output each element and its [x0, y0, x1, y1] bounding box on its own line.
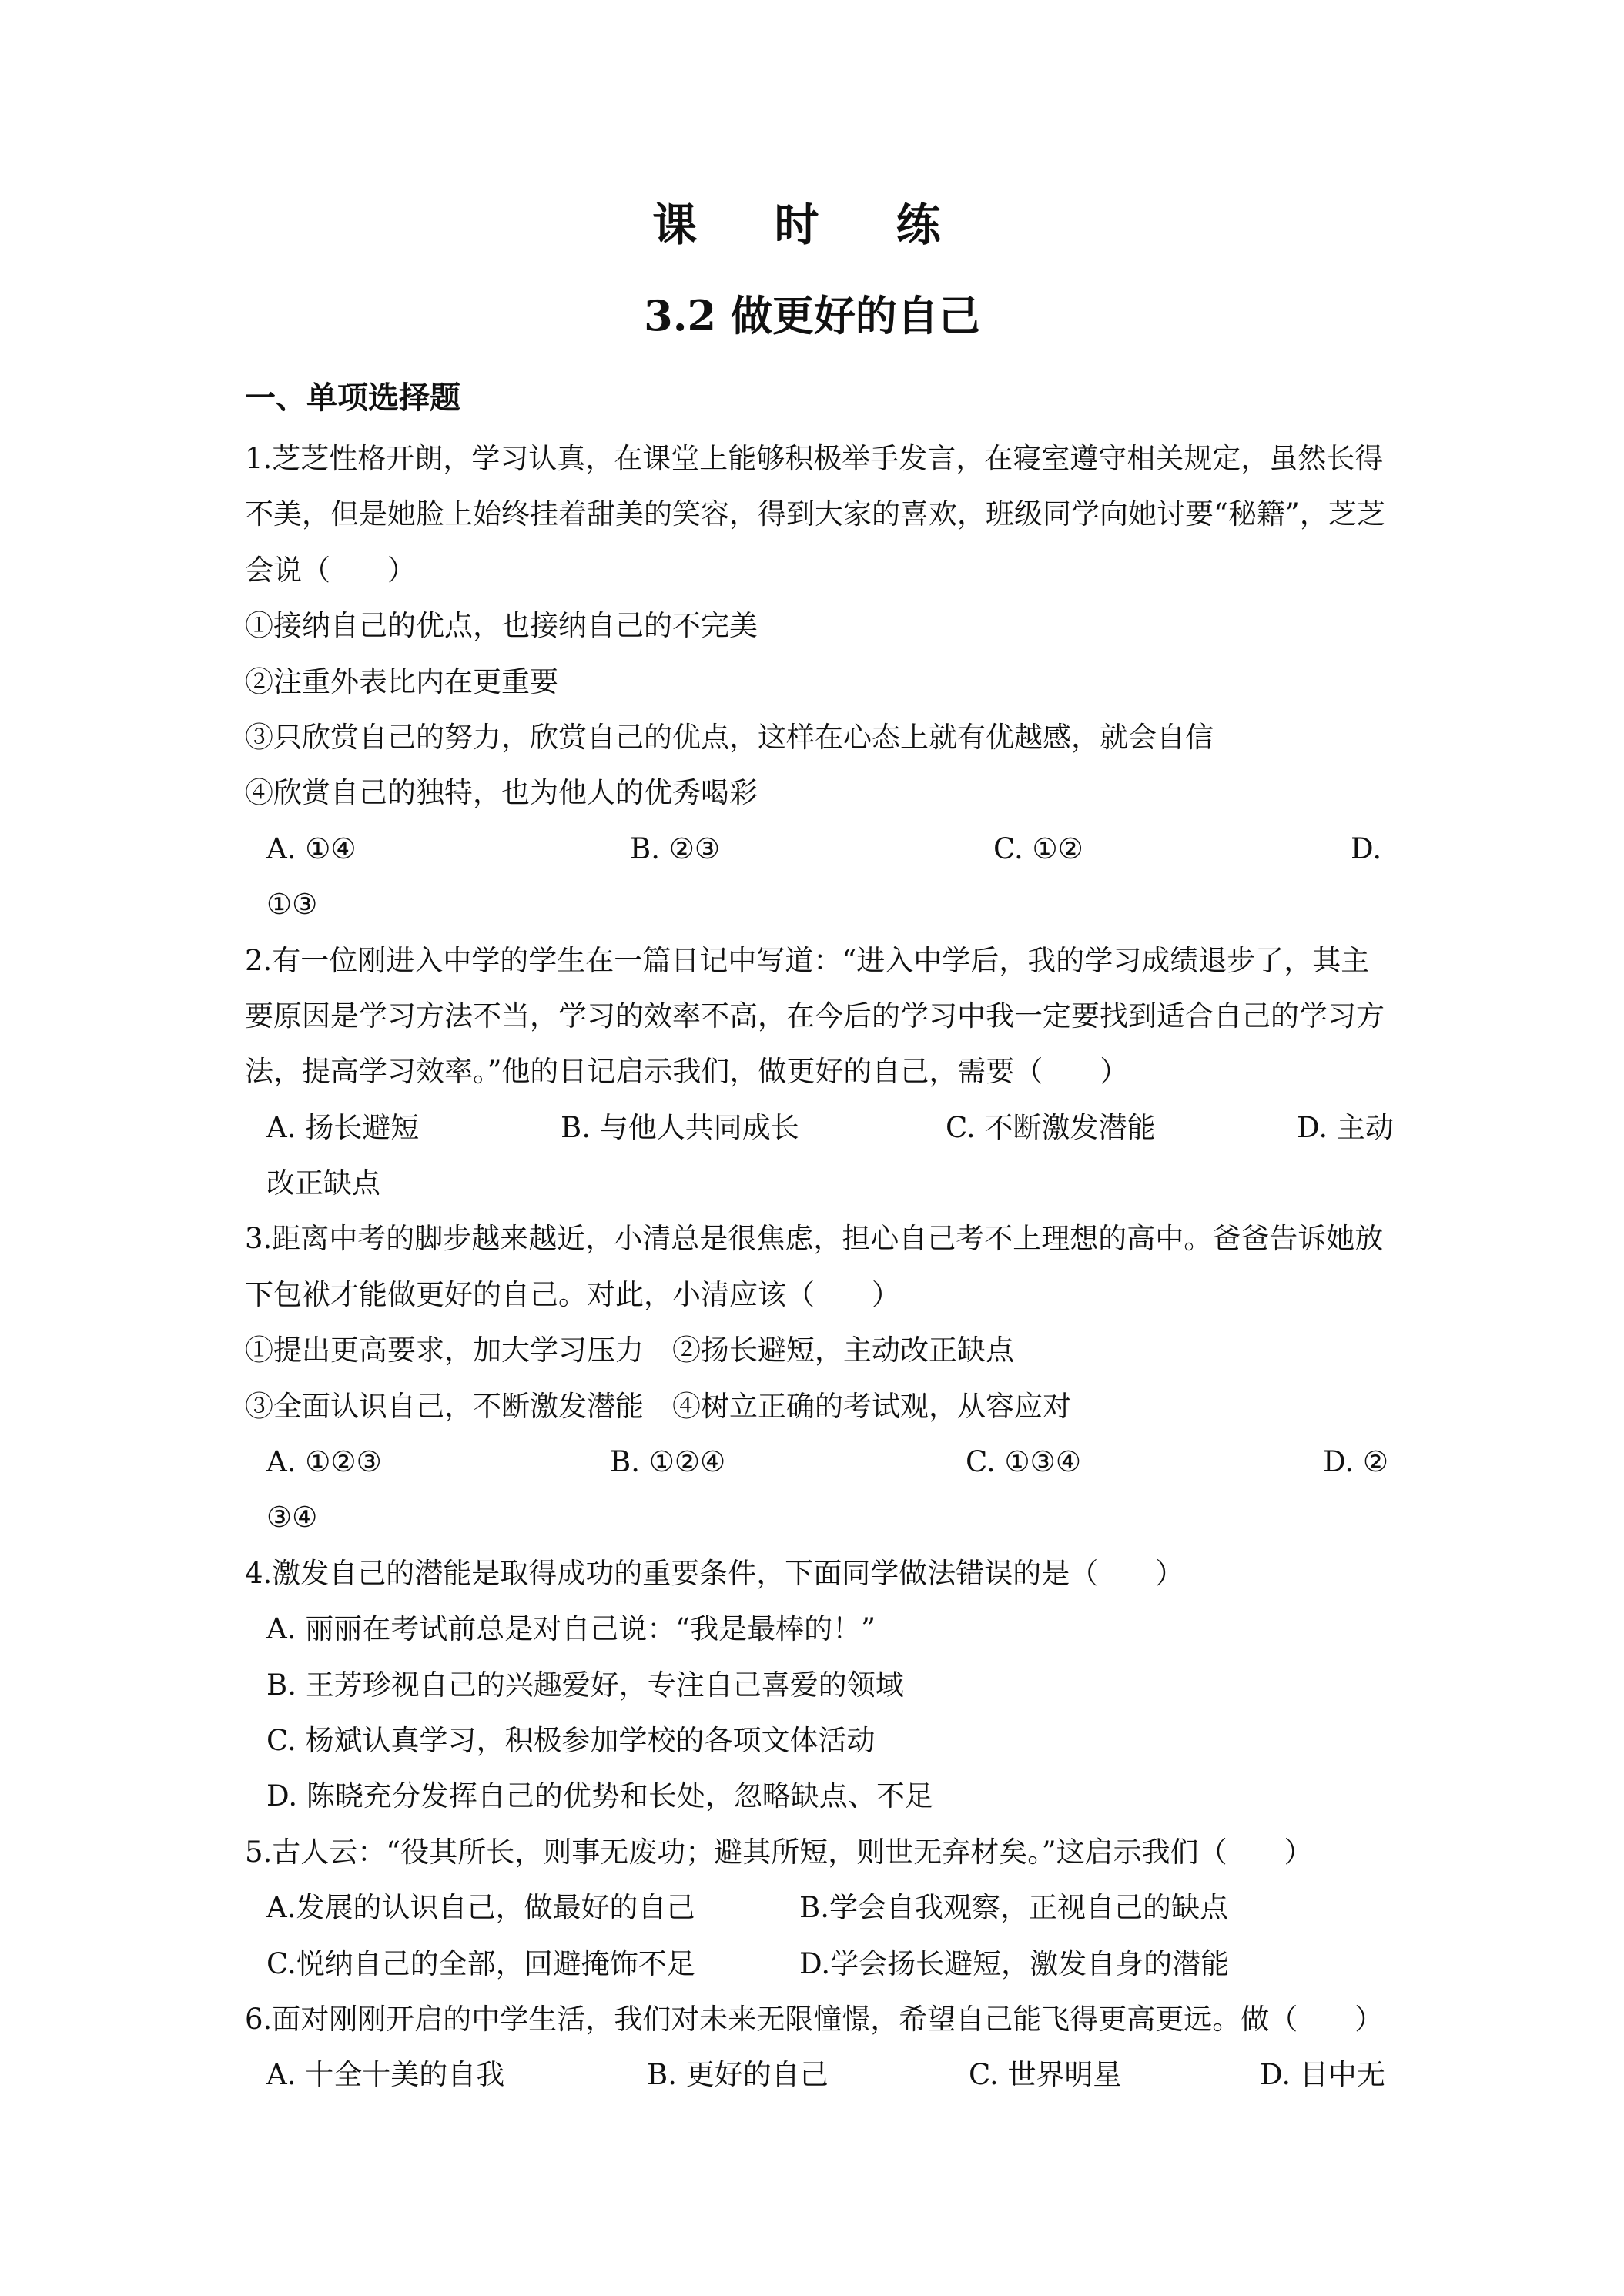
statement: ③只欣赏自己的努力，欣赏自己的优点，这样在心态上就有优越感，就会自信 [245, 720, 1214, 754]
option-d: D. ② [1323, 1445, 1389, 1479]
question-text: 3.距离中考的脚步越来越近，小清总是很焦虑，担心自己考不上理想的高中。爸爸告诉她放 [245, 1222, 1384, 1256]
option-wrap: 改正缺点 [266, 1166, 380, 1200]
statement: ②注重外表比内在更重要 [245, 664, 558, 698]
option-c: C.悦纳自己的全部，回避掩饰不足 [266, 1946, 695, 1980]
option-row [245, 1100, 1394, 1156]
option-c: C. 世界明星 [969, 2058, 1122, 2092]
statement: ④欣赏自己的独特，也为他人的优秀喝彩 [245, 776, 758, 810]
option-d: D. 陈晓充分发挥自己的优势和长处，忽略缺点、不足 [266, 1779, 933, 1813]
statement: ③全面认识自己，不断激发潜能 ④树立正确的考试观，从容应对 [245, 1389, 1071, 1423]
option-b: B.学会自我观察，正视自己的缺点 [799, 1891, 1228, 1925]
option-d: D. [1351, 832, 1382, 865]
option-c: C. ①③④ [966, 1445, 1082, 1479]
option-d: D. 目中无 [1260, 2058, 1385, 2092]
question-2 [245, 933, 1394, 1212]
question-list [245, 431, 1394, 2104]
option-b: B. ①②④ [610, 1445, 726, 1479]
option-row [245, 1880, 1385, 1936]
question-6 [245, 1992, 1385, 2104]
question-text: 法，提高学习效率。”他的日记启示我们，做更好的自己，需要（ ） [245, 1055, 1129, 1089]
option-wrap: ③④ [266, 1501, 318, 1535]
option-row [245, 1434, 1389, 1490]
question-text: 5.古人云：“役其所长，则事无废功；避其所短，则世无弃材矣。”这启示我们（ ） [245, 1835, 1313, 1869]
option-row [245, 1936, 1385, 1992]
lesson-title: 3.2 做更好的自己 [644, 291, 980, 340]
option-b: B. 与他人共同成长 [561, 1110, 799, 1144]
option-d: D. 主动 [1297, 1110, 1394, 1144]
question-1 [245, 431, 1385, 933]
option-row [245, 822, 1385, 877]
option-a: A. ①②③ [266, 1445, 382, 1479]
section-heading: 一、单项选择题 [245, 380, 460, 416]
option-a: A. 十全十美的自我 [266, 2058, 505, 2092]
page-title: 课 时 练 [652, 199, 972, 251]
question-text: 下包袱才能做更好的自己。对此，小清应该（ ） [245, 1277, 900, 1311]
question-text: 4.激发自己的潜能是取得成功的重要条件，下面同学做法错误的是（ ） [245, 1556, 1184, 1590]
option-c: C. 杨斌认真学习，积极参加学校的各项文体活动 [266, 1723, 876, 1757]
option-d: D.学会扬长避短，激发自身的潜能 [799, 1946, 1230, 1980]
question-text: 要原因是学习方法不当，学习的效率不高，在今后的学习中我一定要找到适合自己的学习方 [245, 999, 1385, 1033]
option-b: B. 更好的自己 [647, 2058, 829, 2092]
question-3 [245, 1211, 1389, 1545]
option-c: C. 不断激发潜能 [946, 1110, 1156, 1144]
statement: ①提出更高要求，加大学习压力 ②扬长避短，主动改正缺点 [245, 1334, 1014, 1367]
option-a: A. 丽丽在考试前总是对自己说：“我是最棒的！” [266, 1612, 876, 1646]
option-b: B. ②③ [630, 832, 721, 865]
question-text: 1.芝芝性格开朗，学习认真，在课堂上能够积极举手发言，在寝室遵守相关规定，虽然长得 [245, 442, 1384, 475]
option-b: B. 王芳珍视自己的兴趣爱好，专注自己喜爱的领域 [266, 1668, 904, 1702]
option-row [245, 2047, 1385, 2103]
question-5 [245, 1825, 1385, 1992]
option-c: C. ①② [993, 832, 1083, 865]
question-text: 会说（ ） [245, 553, 416, 587]
question-text: 2.有一位刚进入中学的学生在一篇日记中写道：“进入中学后，我的学习成绩退步了，其主 [245, 943, 1370, 977]
option-a: A. 扬长避短 [266, 1110, 420, 1144]
statement: ①接纳自己的优点，也接纳自己的不完美 [245, 609, 758, 643]
option-a: A. ①④ [266, 832, 357, 865]
option-wrap: ①③ [266, 888, 318, 922]
question-text: 不美，但是她脸上始终挂着甜美的笑容，得到大家的喜欢，班级同学向她讨要“秘籍”，芝芝 [245, 497, 1385, 531]
question-text: 6.面对刚刚开启的中学生活，我们对未来无限憧憬，希望自己能飞得更高更远。做（ ） [245, 2002, 1384, 2036]
question-4 [245, 1546, 1385, 1825]
option-a: A.发展的认识自己，做最好的自己 [266, 1891, 695, 1925]
